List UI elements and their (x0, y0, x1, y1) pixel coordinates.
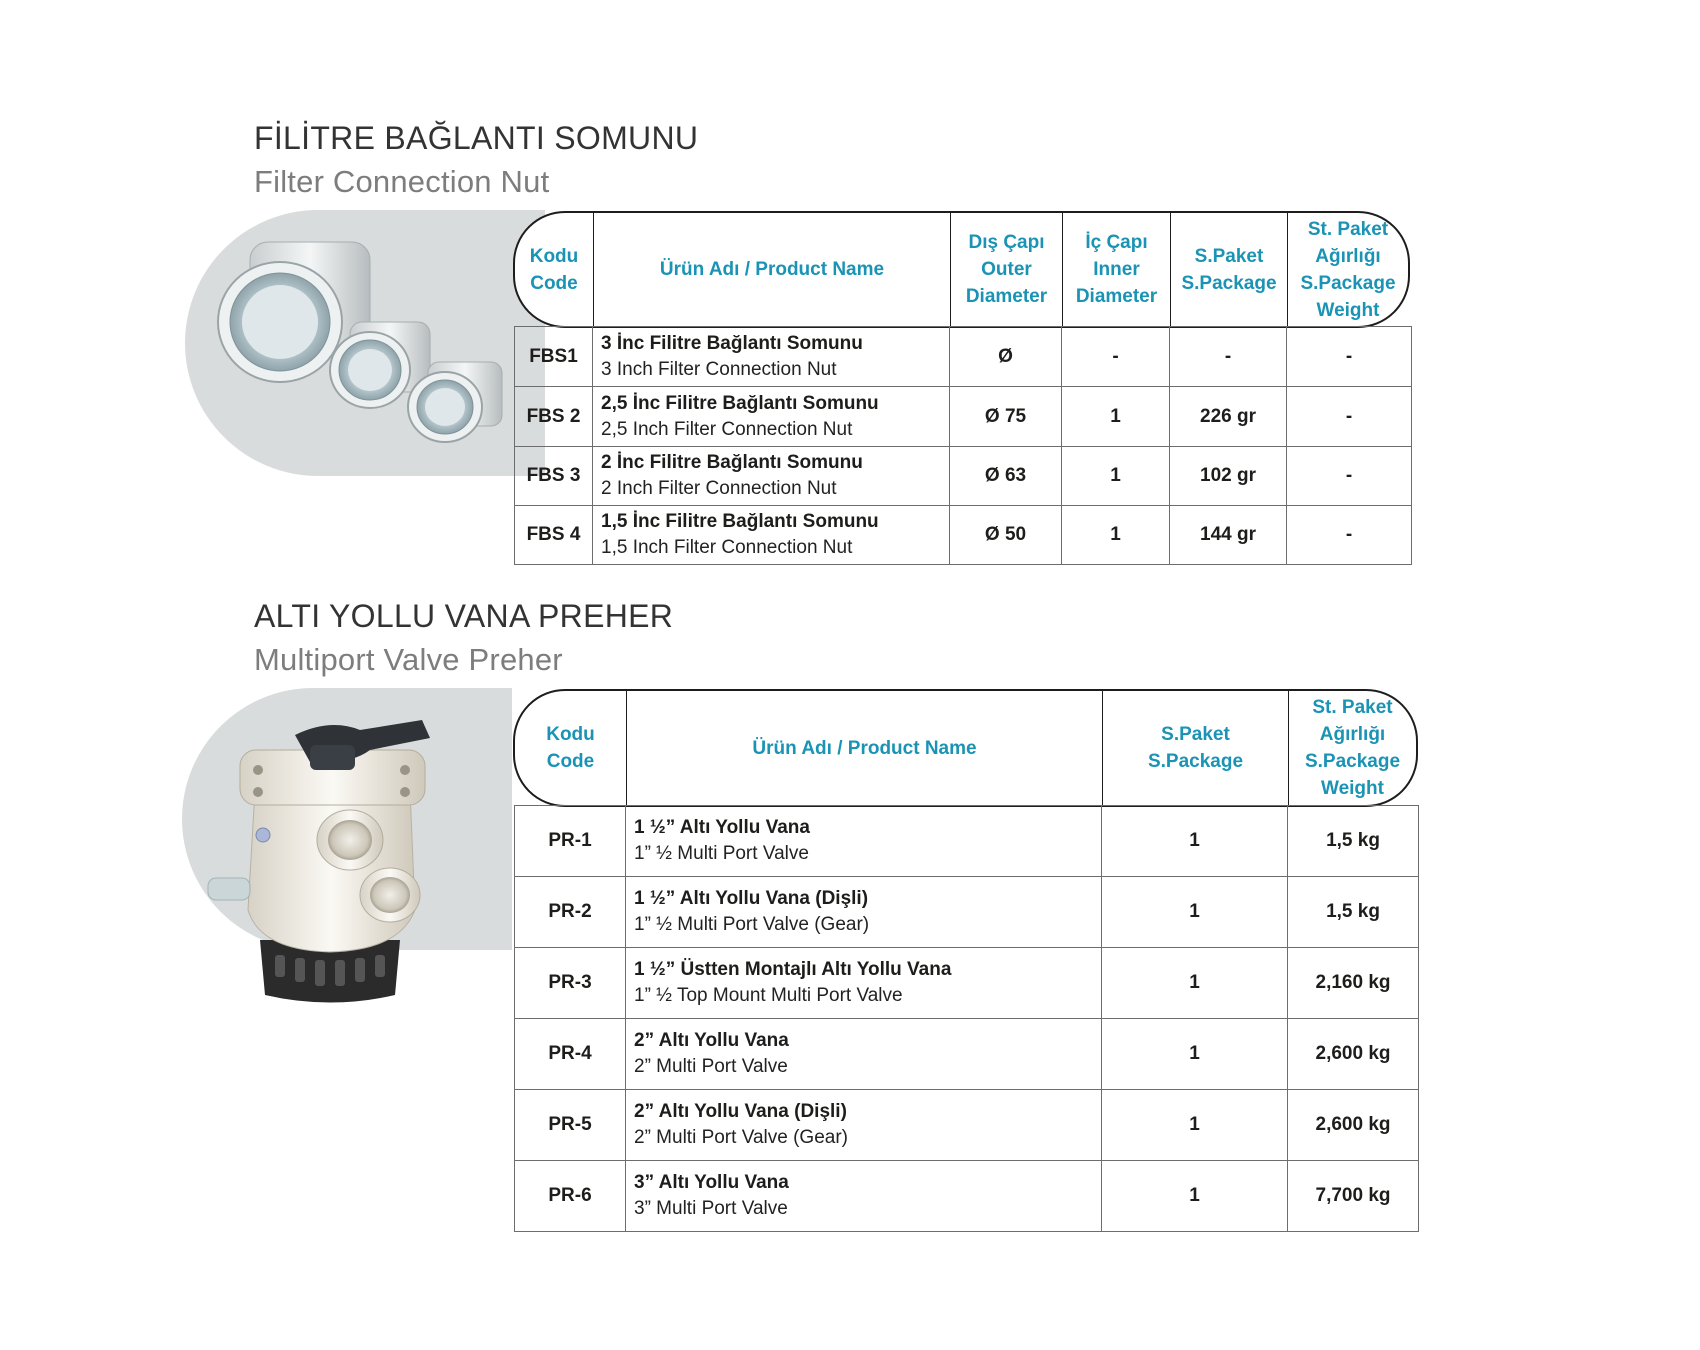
cell-inner-diameter: 1 (1062, 387, 1170, 447)
cell-product-name: 3” Altı Yollu Vana 3” Multi Port Valve (626, 1161, 1102, 1232)
cell-weight: - (1287, 506, 1412, 565)
header-package-weight: St. Paket Ağırlığı S.Package Weight (1287, 213, 1408, 326)
cell-weight: - (1287, 387, 1412, 447)
cell-code: FBS 3 (515, 447, 593, 506)
header-code: Kodu Code (529, 245, 579, 294)
cell-code: PR-5 (515, 1090, 626, 1161)
cell-weight: 1,5 kg (1288, 806, 1419, 877)
section1-table-header (513, 211, 1410, 328)
cell-code: PR-3 (515, 948, 626, 1019)
cell-product-name: 1 ½” Altı Yollu Vana 1” ½ Multi Port Valve (626, 806, 1102, 877)
table-row (515, 506, 1412, 565)
table-row (515, 806, 1419, 877)
cell-code: FBS 2 (515, 387, 593, 447)
cell-outer-diameter: Ø (950, 327, 1062, 387)
header-package: S.Paket S.Package (1170, 213, 1287, 326)
cell-weight: 2,600 kg (1288, 1019, 1419, 1090)
section1-title-en: Filter Connection Nut (254, 164, 550, 199)
section2-table (514, 805, 1419, 1232)
filter-connection-nut-image (200, 222, 540, 462)
cell-weight: 7,700 kg (1288, 1161, 1419, 1232)
table-row (515, 877, 1419, 948)
header-product-name: Ürün Adı / Product Name (626, 691, 1102, 805)
table-row (515, 1090, 1419, 1161)
cell-product-name: 3 İnc Filitre Bağlantı Somunu 3 Inch Filter Connection Nut (593, 327, 950, 387)
cell-package: 102 gr (1170, 447, 1287, 506)
cell-weight: 1,5 kg (1288, 877, 1419, 948)
cell-code: PR-2 (515, 877, 626, 948)
cell-package: 1 (1102, 948, 1288, 1019)
cell-weight: 2,160 kg (1288, 948, 1419, 1019)
cell-product-name: 2” Altı Yollu Vana (Dişli) 2” Multi Port Valve (Gear) (626, 1090, 1102, 1161)
section1-title-tr: FİLİTRE BAĞLANTI SOMUNU (254, 120, 699, 156)
cell-inner-diameter: - (1062, 327, 1170, 387)
cell-product-name: 2 İnc Filitre Bağlantı Somunu 2 Inch Filter Connection Nut (593, 447, 950, 506)
cell-outer-diameter: Ø 50 (950, 506, 1062, 565)
header-product-name: Ürün Adı / Product Name (593, 213, 950, 326)
cell-code: PR-6 (515, 1161, 626, 1232)
header-outer-diameter: Dış Çapı Outer Diameter (950, 213, 1062, 326)
header-package: S.Paket S.Package (1102, 691, 1288, 805)
table-row (515, 387, 1412, 447)
cell-inner-diameter: 1 (1062, 447, 1170, 506)
section2-table-header (513, 689, 1418, 807)
cell-package: 226 gr (1170, 387, 1287, 447)
cell-package: 1 (1102, 877, 1288, 948)
section2-title-tr: ALTI YOLLU VANA PREHER (254, 598, 674, 634)
cell-weight: - (1287, 327, 1412, 387)
cell-code: PR-1 (515, 806, 626, 877)
table-row (515, 1161, 1419, 1232)
cell-code: FBS 4 (515, 506, 593, 565)
cell-product-name: 2,5 İnc Filitre Bağlantı Somunu 2,5 Inch Filter Connection Nut (593, 387, 950, 447)
multiport-valve-image (200, 710, 470, 1010)
cell-product-name: 1 ½” Üstten Montajlı Altı Yollu Vana 1” ½ Top Mount Multi Port Valve (626, 948, 1102, 1019)
cell-product-name: 1,5 İnc Filitre Bağlantı Somunu 1,5 Inch Filter Connection Nut (593, 506, 950, 565)
header-inner-diameter: İç Çapı Inner Diameter (1062, 213, 1170, 326)
cell-inner-diameter: 1 (1062, 506, 1170, 565)
section1-table (514, 326, 1412, 565)
cell-product-name: 2” Altı Yollu Vana 2” Multi Port Valve (626, 1019, 1102, 1090)
header-code: Kodu Code (546, 724, 595, 772)
cell-package: 1 (1102, 1161, 1288, 1232)
cell-package: 144 gr (1170, 506, 1287, 565)
cell-package: - (1170, 327, 1287, 387)
cell-outer-diameter: Ø 75 (950, 387, 1062, 447)
cell-package: 1 (1102, 1090, 1288, 1161)
cell-product-name: 1 ½” Altı Yollu Vana (Dişli) 1” ½ Multi Port Valve (Gear) (626, 877, 1102, 948)
header-package-weight: St. Paket Ağırlığı S.Package Weight (1288, 691, 1416, 805)
cell-outer-diameter: Ø 63 (950, 447, 1062, 506)
table-row (515, 447, 1412, 506)
cell-weight: - (1287, 447, 1412, 506)
cell-code: PR-4 (515, 1019, 626, 1090)
cell-package: 1 (1102, 806, 1288, 877)
cell-package: 1 (1102, 1019, 1288, 1090)
cell-code: FBS1 (515, 327, 593, 387)
table-row (515, 327, 1412, 387)
cell-weight: 2,600 kg (1288, 1090, 1419, 1161)
table-row (515, 948, 1419, 1019)
table-row (515, 1019, 1419, 1090)
section2-title-en: Multiport Valve Preher (254, 642, 563, 677)
